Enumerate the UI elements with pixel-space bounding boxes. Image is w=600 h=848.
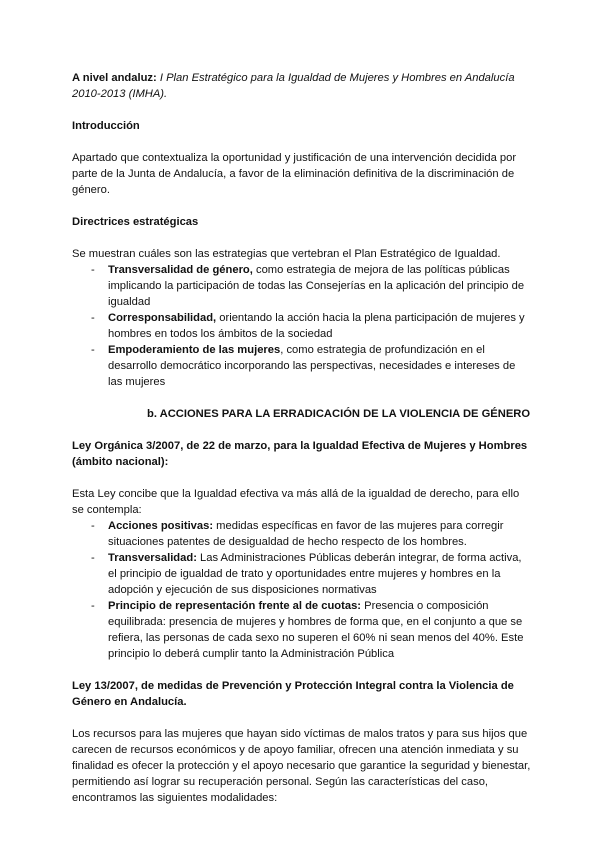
list-item-text: , como estrategia de profundización en el desarrollo democrático incorporando las perspectivas, necesidades e intereses de las mujeres — [108, 344, 516, 388]
list-item-term: Acciones positivas: — [108, 520, 214, 532]
intro-label: A nivel andaluz: — [72, 72, 157, 84]
introduccion-heading: Introducción — [72, 120, 140, 132]
list-item — [72, 342, 532, 390]
list-item-term: Transversalidad de género, — [108, 264, 253, 276]
list-item-text: medidas específicas en favor de las mujeres para corregir situaciones patentes de desigualdad de hecho respecto de los hombres. — [108, 520, 504, 548]
directrices-intro: Se muestran cuáles son las estrategias que vertebran el Plan Estratégico de Igualdad. — [72, 248, 501, 260]
list-item-term: Corresponsabilidad, — [108, 312, 217, 324]
directrices-heading: Directrices estratégicas — [72, 216, 199, 228]
list-item — [72, 310, 532, 342]
ley-organica-list — [72, 518, 532, 662]
section-b-heading: b. ACCIONES PARA LA ERRADICACIÓN DE LA VIOLENCIA DE GÉNERO — [147, 408, 531, 420]
ley-organica-intro: Esta Ley concibe que la Igualdad efectiva va más allá de la igualdad de derecho, para ello se contempla: — [72, 488, 520, 516]
list-item-term: Principio de representación frente al de cuotas: — [108, 600, 362, 612]
ley-13-text: Los recursos para las mujeres que hayan sido víctimas de malos tratos y para sus hijos que carecen de recursos económicos y de apoyo familiar, ofrecen una atención inmediata y su finalidad es ofecer la protección y el apoyo necesario que garantice la seguridad y bienestar, permitiendo así lograr su recuperación personal. Según las características del caso, encontramos las siguientes modalidades: — [72, 728, 531, 804]
introduccion-text: Apartado que contextualiza la oportunidad y justificación de una intervención decidida por parte de la Junta de Andalucía, a favor de la eliminación definitiva de la discriminación de género. — [72, 152, 517, 196]
list-item — [72, 262, 532, 310]
directrices-list — [72, 262, 532, 390]
list-item-term: Transversalidad: — [108, 552, 197, 564]
ley-13-heading: Ley 13/2007, de medidas de Prevención y Protección Integral contra la Violencia de Género en Andalucía. — [72, 680, 514, 708]
ley-organica-heading: Ley Orgánica 3/2007, de 22 de marzo, para la Igualdad Efectiva de Mujeres y Hombres (ámbito nacional): — [72, 440, 528, 468]
list-item-text: como estrategia de mejora de las políticas públicas implicando la participación de todas las Consejerías en la aplicación del principio de igualdad — [108, 264, 525, 308]
list-item-text: orientando la acción hacia la plena participación de mujeres y hombres en todos los ámbitos de la sociedad — [108, 312, 525, 340]
list-item-text: Presencia o composición equilibrada: presencia de mujeres y hombres de forma que, en el conjunto a que se refiera, las personas de cada sexo no superen el 60% ni sean menos del 40%. Este principio lo deberá cumplir tanto la Administración Pública — [108, 600, 524, 660]
list-item-text: Las Administraciones Públicas deberán integrar, de forma activa, el principio de igualdad de trato y oportunidades entre mujeres y hombres en la adopción y ejecución de sus disposiciones normativas — [108, 552, 522, 596]
list-item — [72, 598, 532, 662]
intro-line — [72, 70, 532, 102]
list-item-term: Empoderamiento de las mujeres — [108, 344, 281, 356]
list-item — [72, 550, 532, 598]
plan-title: I Plan Estratégico para la Igualdad de Mujeres y Hombres en Andalucía 2010-2013 (IMHA). — [72, 72, 515, 100]
list-item — [72, 518, 532, 550]
document-page — [72, 70, 532, 806]
